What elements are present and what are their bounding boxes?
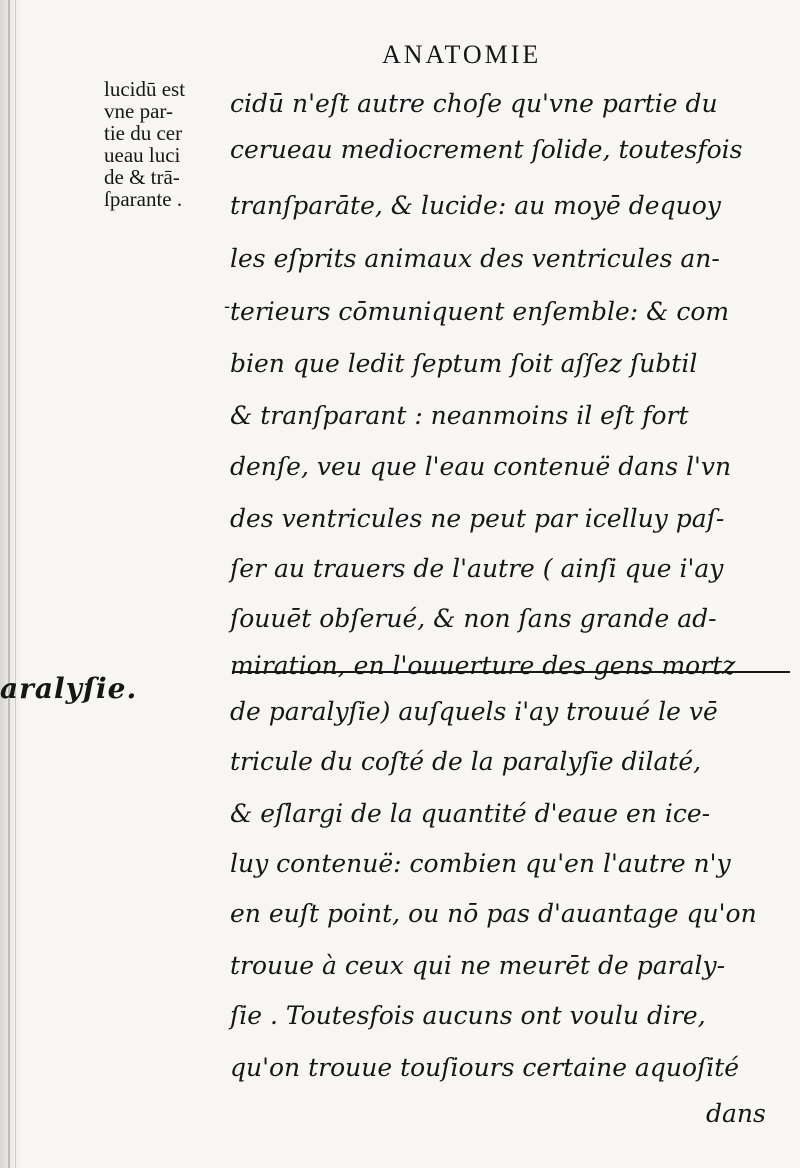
body-line: qu'on trouue touſiours certaine aquoſité: [230, 1053, 740, 1082]
body-line: bien que ledit ſeptum ſoit aſſez ſubtil: [230, 349, 698, 378]
margin-note: [104, 78, 234, 210]
body-line: luy contenuë: combien qu'en l'autre n'y: [230, 849, 731, 878]
body-line: tranſparāte, & lucide: au moyē dequoy: [230, 191, 721, 220]
catchword: dans: [706, 1099, 766, 1128]
margin-note-line: vne par-: [104, 99, 173, 123]
body-line: ſouuēt obſerué, & non ſans grande ad-: [230, 604, 717, 633]
margin-note-line: ſparante .: [104, 187, 183, 211]
page-gutter-edge: [8, 0, 10, 1168]
body-line: miration, en l'ouuerture des gens mortz: [230, 651, 736, 680]
body-line: cerueau mediocrement ſolide, toutesfois: [230, 135, 743, 164]
body-line: terieurs cōmuniquent enſemble: & com: [230, 297, 730, 326]
handwritten-margin-note: aralyſie.: [0, 672, 138, 705]
body-line: & eſlargi de la quantité d'eaue en ice-: [230, 799, 711, 828]
body-line: ſie . Toutesfois aucuns ont voulu dire,: [230, 1001, 706, 1030]
body-line: des ventricules ne peut par icelluy paſ-: [230, 504, 725, 533]
running-header: ANATOMIE: [382, 40, 542, 69]
margin-note-line: lucidū est: [104, 77, 186, 101]
body-line: tricule du coſté de la paralyſie dilaté,: [230, 747, 702, 776]
margin-note-line: de & trā-: [104, 165, 180, 189]
body-line: les eſprits animaux des ventricules an-: [230, 244, 720, 273]
body-line: trouue à ceux qui ne meurēt de paraly-: [230, 951, 726, 980]
body-line: & tranſparant : neanmoins il eſt fort: [230, 401, 689, 430]
body-line: de paralyſie) auſquels i'ay trouué le vē: [230, 697, 718, 726]
margin-note-line: tie du cer: [104, 121, 183, 145]
margin-note-line: ueau luci: [104, 143, 181, 167]
page-gutter-edge-inner: [15, 0, 16, 1168]
body-line: denſe, veu que l'eau contenuë dans l'vn: [230, 452, 732, 481]
margin-dash: -: [224, 296, 231, 317]
body-line: en euſt point, ou nō pas d'auantage qu'on: [230, 899, 757, 928]
body-line: cidū n'eſt autre choſe qu'vne partie du: [230, 89, 718, 118]
body-line: ſer au trauers de l'autre ( ainſi que i'ay: [230, 554, 724, 583]
